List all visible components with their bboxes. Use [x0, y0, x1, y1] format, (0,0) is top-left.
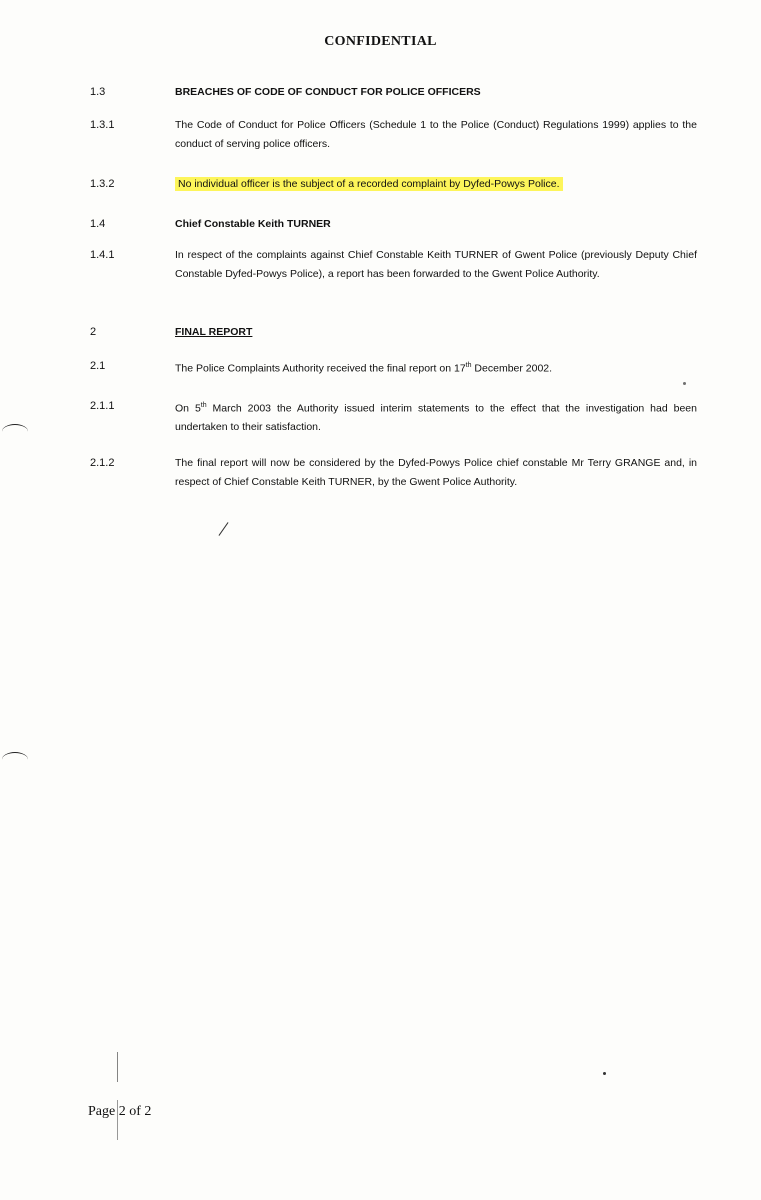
- paragraph-text: March 2003 the Authority issued interim statements to the effect that the investigation had been undertaken to their satisfaction.: [175, 402, 697, 433]
- paragraph-text: The Police Complaints Authority received the final report on 17: [175, 362, 466, 375]
- paragraph-text: On 5: [175, 402, 201, 415]
- scan-mark: [683, 382, 686, 385]
- section-number: 2.1.2: [90, 457, 115, 469]
- paragraph-text: December 2002.: [471, 362, 553, 375]
- section-paragraph: [175, 357, 697, 378]
- section-heading: FINAL REPORT: [175, 326, 253, 338]
- section-number: 2.1: [90, 360, 106, 372]
- section-number: 1.3: [90, 86, 106, 98]
- scan-mark: [2, 424, 28, 439]
- section-heading: BREACHES OF CODE OF CONDUCT FOR POLICE OFFICERS: [175, 86, 481, 98]
- highlighted-text: No individual officer is the subject of a recorded complaint by Dyfed-Powys Police.: [175, 177, 563, 191]
- scan-mark: [219, 522, 229, 536]
- section-paragraph: The Code of Conduct for Police Officers (Schedule 1 to the Police (Conduct) Regulations 1999) applies to the conduct of serving police officers.: [175, 119, 697, 150]
- scan-mark: [117, 1052, 118, 1082]
- scan-mark: [603, 1072, 606, 1075]
- section-number: 1.4: [90, 218, 106, 230]
- scan-mark: [2, 752, 28, 767]
- page-number-footer: Page 2 of 2: [88, 1104, 152, 1119]
- section-paragraph: [175, 397, 697, 437]
- section-heading: Chief Constable Keith TURNER: [175, 218, 331, 230]
- section-paragraph: The final report will now be considered by the Dyfed-Powys Police chief constable Mr Terry GRANGE and, in respect of Chief Constable Keith TURNER, by the Gwent Police Authority.: [175, 457, 697, 488]
- section-paragraph: In respect of the complaints against Chief Constable Keith TURNER of Gwent Police (previously Deputy Chief Constable Dyfed-Powys Police), a report has been forwarded to the Gwent Police Authority.: [175, 249, 697, 280]
- superscript: th: [465, 362, 472, 369]
- confidential-header: CONFIDENTIAL: [324, 34, 437, 49]
- section-number: 1.4.1: [90, 249, 115, 261]
- section-paragraph: [175, 175, 697, 194]
- section-number: 1.3.2: [90, 178, 115, 190]
- superscript: th: [200, 402, 207, 409]
- section-number: 2.1.1: [90, 400, 115, 412]
- section-number: 1.3.1: [90, 119, 115, 131]
- section-number: 2: [90, 326, 97, 338]
